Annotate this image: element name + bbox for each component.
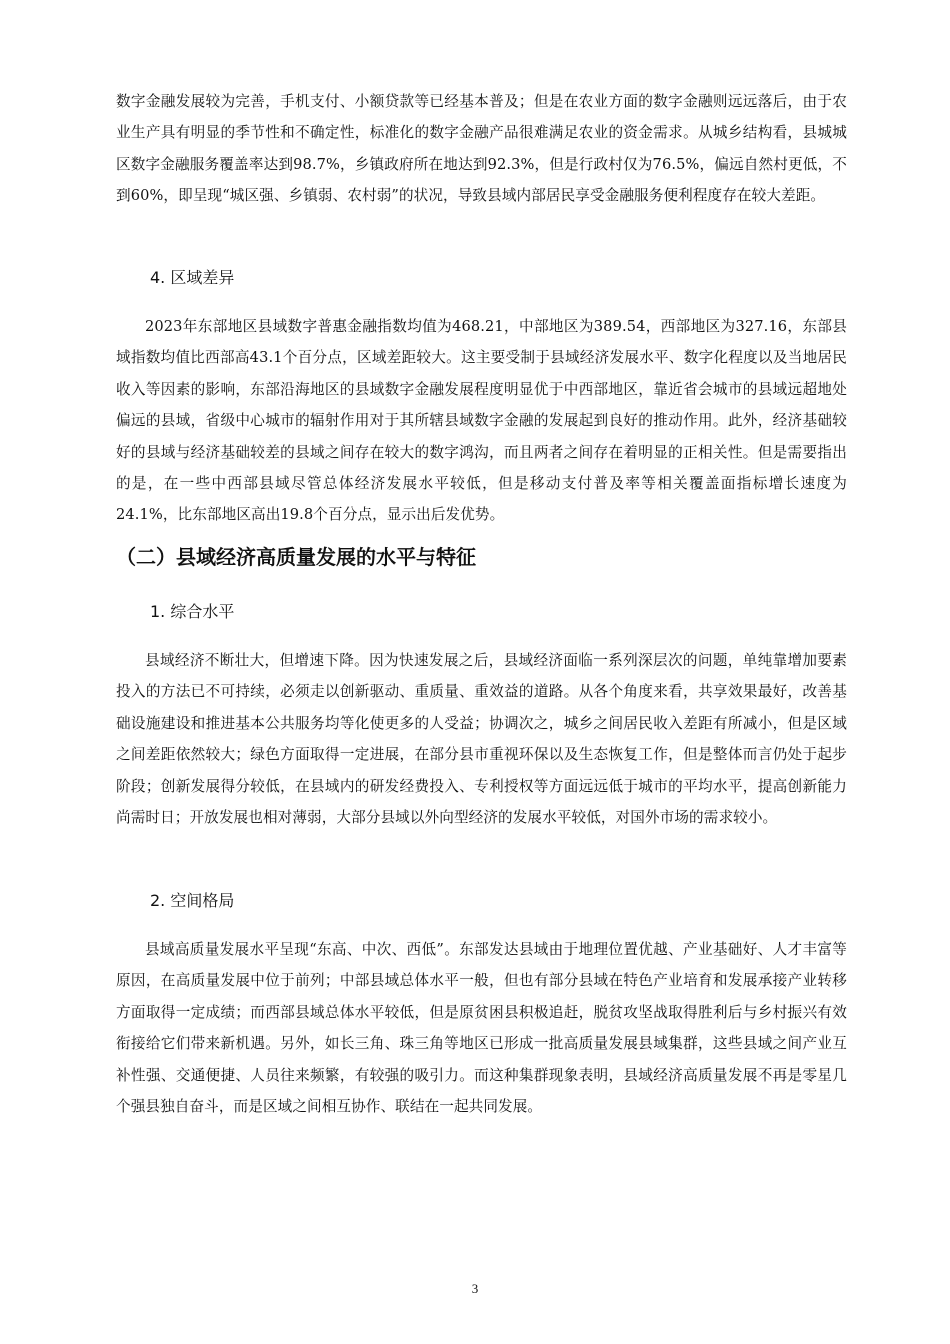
section-heading-high-quality-development: （二）县域经济高质量发展的水平与特征	[116, 545, 476, 569]
heading-regional-difference: 4. 区域差异	[150, 268, 235, 287]
paragraph-digital-finance-urban-rural: 数字金融发展较为完善，手机支付、小额贷款等已经基本普及；但是在农业方面的数字金融则远远落后，由于农业生产具有明显的季节性和不确定性，标准化的数字金融产品很难满足农业的资金需求。从城乡结构看，县城城区数字金融服务覆盖率达到98.7%，乡镇政府所在地达到92.3%，但是行政村仅为76.5%，偏远自然村更低，不到60%，即呈现“城区强、乡镇弱、农村弱”的状况，导致县域内部居民享受金融服务便利程度存在较大差距。	[116, 93, 847, 205]
paragraph-overall-level: 县域经济不断壮大，但增速下降。因为快速发展之后，县域经济面临一系列深层次的问题，单纯靠增加要素投入的方法已不可持续，必须走以创新驱动、重质量、重效益的道路。从各个角度来看，共享效果最好，改善基础设施建设和推进基本公共服务均等化使更多的人受益；协调次之，城乡之间居民收入差距有所减小，但是区域之间差距依然较大；绿色方面取得一定进展，在部分县市重视环保以及生态恢复工作，但是整体而言仍处于起步阶段；创新发展得分较低，在县域内的研发经费投入、专利授权等方面远远低于城市的平均水平，提高创新能力尚需时日；开放发展也相对薄弱，大部分县域以外向型经济的发展水平较低，对国外市场的需求较小。	[116, 652, 847, 827]
paragraph-regional-difference: 2023年东部地区县域数字普惠金融指数均值为468.21，中部地区为389.54，西部地区为327.16，东部县域指数均值比西部高43.1个百分点，区域差距较大。这主要受制于县域经济发展水平、数字化程度以及当地居民收入等因素的影响，东部沿海地区的县域数字金融发展程度明显优于中西部地区，靠近省会城市的县域远超地处偏远的县域，省级中心城市的辐射作用对于其所辖县域数字金融的发展起到良好的推动作用。此外，经济基础较好的县域与经济基础较差的县域之间存在较大的数字鸿沟，而且两者之间存在着明显的正相关性。但是需要指出的是，在一些中西部县域尽管总体经济发展水平较低，但是移动支付普及率等相关覆盖面指标增长速度为24.1%，比东部地区高出19.8个百分点，显示出后发优势。	[116, 318, 847, 524]
heading-overall-level: 1. 综合水平	[150, 602, 235, 621]
page-number: 3	[471, 1281, 479, 1296]
heading-spatial-pattern: 2. 空间格局	[150, 891, 235, 910]
paragraph-spatial-pattern: 县域高质量发展水平呈现“东高、中次、西低”。东部发达县域由于地理位置优越、产业基础好、人才丰富等原因，在高质量发展中位于前列；中部县域总体水平一般，但也有部分县域在特色产业培育和发展承接产业转移方面取得一定成绩；而西部县域总体水平较低，但是原贫困县积极追赶，脱贫攻坚战取得胜利后与乡村振兴有效衔接给它们带来新机遇。另外，如长三角、珠三角等地区已形成一批高质量发展县域集群，这些县域之间产业互补性强、交通便捷、人员往来频繁，有较强的吸引力。而这种集群现象表明，县域经济高质量发展不再是零星几个强县独自奋斗，而是区域之间相互协作、联结在一起共同发展。	[116, 941, 847, 1116]
